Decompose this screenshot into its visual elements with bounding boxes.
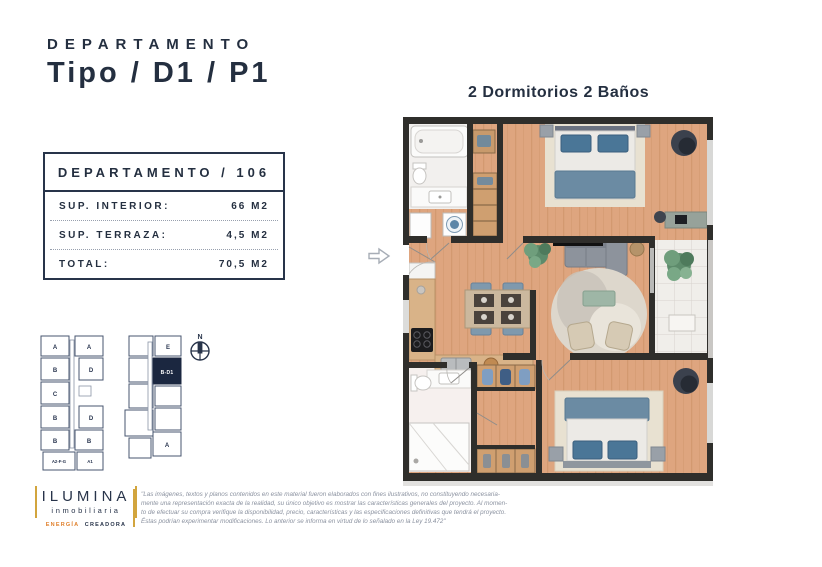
footer-divider — [133, 489, 135, 527]
wardrobe-drawers — [477, 449, 535, 473]
bedroom2-window — [707, 383, 713, 443]
title-block — [47, 36, 271, 90]
hall-closet-shelves — [473, 130, 497, 236]
row-label: SUP. TERRAZA: — [59, 230, 168, 241]
plan-shadow — [403, 481, 713, 486]
unit-label: A2-F-G — [51, 459, 67, 464]
compass-icon — [191, 334, 209, 360]
unit-label: A — [86, 345, 92, 351]
dining-table — [465, 283, 530, 335]
unit-label: B — [86, 439, 92, 445]
info-table-header: DEPARTAMENTO / 106 — [45, 154, 283, 192]
page-title: Tipo / D1 / P1 — [47, 57, 271, 89]
washing-machine-icon — [443, 213, 466, 236]
unit-label: A1 — [87, 459, 93, 464]
row-value: 4,5 M2 — [226, 230, 269, 241]
bathroom1-toilet — [413, 163, 426, 184]
coffee-table — [583, 291, 615, 306]
tagline-right: CREADORA — [84, 522, 127, 528]
highlighted-unit-label: B-D1 — [160, 370, 174, 376]
row-value: 66 M2 — [231, 201, 269, 212]
entry-arrow-icon — [366, 246, 392, 266]
tagline-left: ENERGÍA — [45, 522, 80, 528]
unit-label: A — [52, 345, 58, 351]
unit-label: D — [88, 416, 94, 422]
disclaimer-line: "Las imágenes, textos y planos contenidos en este material fueron elaborados con fines ilustrativos, no constituyendo necesaria- — [141, 491, 500, 498]
row-label: SUP. INTERIOR: — [59, 201, 170, 212]
unit-label: A — [164, 443, 170, 449]
row-label: TOTAL: — [59, 259, 110, 270]
terrace-plant — [664, 250, 694, 281]
bedroom1-window — [707, 140, 713, 225]
entry-closet — [410, 213, 431, 238]
terrace-table — [669, 315, 695, 331]
disclaimer-line: Éstas podrían experimentar modificaciones. Lo anterior se informa en virtud de lo señalado en la Ley 19.472" — [141, 518, 446, 525]
eyebrow-title: DEPARTAMENTO — [47, 36, 256, 53]
disclaimer-line: to de efectuar su compra verifique la disponibilidad, precio, características y las especificaciones definitivas que tendrá el proyecto. — [141, 509, 507, 516]
logo-name: ILUMINA — [41, 488, 131, 505]
bedroom2-bed — [549, 391, 665, 471]
disclaimer-line: mente una representación exacta de la realidad, su único objetivo es mostrar las características generales del proyecto. Al momen- — [141, 500, 508, 507]
legal-disclaimer — [141, 490, 508, 526]
unit-label: E — [165, 345, 171, 351]
logo-subname: inmobiliaria — [51, 506, 121, 515]
ilumina-logo — [36, 486, 136, 528]
keyplan-tower-right — [125, 336, 181, 458]
side-table — [630, 242, 644, 256]
unit-info-table — [43, 152, 285, 280]
table-row — [45, 250, 283, 278]
unit-label: C — [52, 392, 58, 398]
unit-label: B — [52, 439, 58, 445]
bedroom1-bed — [540, 123, 650, 207]
kitchen-left-counter — [409, 263, 435, 360]
logo-tagline — [36, 522, 136, 528]
table-row — [50, 192, 278, 221]
terrace-railing — [708, 240, 713, 358]
logo-bracket-right-icon — [135, 486, 137, 518]
bedroom1-armchair — [671, 130, 697, 156]
terrace-sliding-door — [650, 248, 654, 293]
row-value: 70,5 M2 — [218, 259, 269, 270]
unit-label: B — [52, 368, 58, 374]
kitchen-window — [403, 300, 409, 333]
entry-door-opening — [403, 245, 409, 275]
compass-north-label: N — [197, 334, 203, 341]
apartment-floorplan — [403, 113, 713, 481]
bathroom1-vanity — [411, 187, 467, 207]
wardrobe-hanging — [477, 365, 535, 389]
shower-icon — [409, 423, 469, 471]
keyplan-tower-left — [41, 336, 103, 470]
table-row — [50, 221, 278, 250]
tv-icon — [553, 243, 603, 246]
bathtub-icon — [411, 126, 468, 157]
bedroom2-armchair — [673, 368, 699, 394]
unit-label: D — [88, 368, 94, 374]
building-keyplan — [33, 330, 215, 478]
unit-label: B — [52, 416, 58, 422]
plan-subtitle: 2 Dormitorios 2 Baños — [468, 84, 650, 101]
living-rug — [551, 268, 647, 360]
bathroom2-toilet — [411, 375, 431, 391]
